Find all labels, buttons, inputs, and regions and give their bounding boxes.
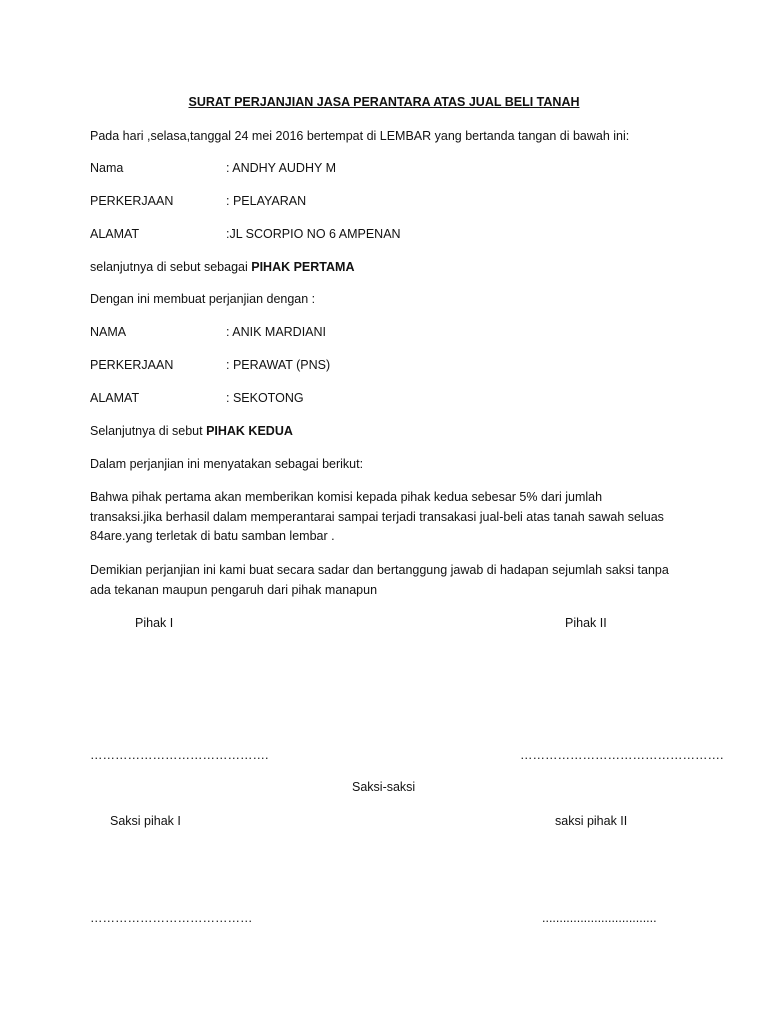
party2-designation-bold: PIHAK KEDUA	[206, 424, 293, 438]
statement-line: transaksi.jika berhasil dalam memperantarai sampai terjadi transakasi jual-beli atas tanah sawah seluas	[90, 509, 664, 524]
party1-name-value: : ANDHY AUDHY M	[226, 161, 336, 175]
statement-intro: Dalam perjanjian ini menyatakan sebagai berikut:	[90, 457, 364, 471]
intro-text: Pada hari ,selasa,tanggal 24 mei 2016 bertempat di LEMBAR yang bertanda tangan di bawah ini:	[90, 129, 630, 143]
statement-line: 84are.yang terletak di batu samban lembar .	[90, 529, 335, 543]
party2-name-value: : ANIK MARDIANI	[226, 325, 327, 339]
party1-address-label: ALAMAT	[90, 227, 140, 241]
party2-job-label: PERKERJAAN	[90, 358, 174, 372]
party2-signature-label: Pihak II	[565, 616, 607, 630]
witnesses-heading: Saksi-saksi	[352, 780, 416, 794]
closing-line: Demikian perjanjian ini kami buat secara sadar dan bertanggung jawab di hadapan sejumlah saksi tanpa	[90, 563, 669, 577]
witness1-signature-line: …………………………………	[90, 911, 253, 925]
statement-line: Bahwa pihak pertama akan memberikan komisi kepada pihak kedua sebesar 5% dari jumlah	[90, 490, 603, 504]
party1-address-value: :JL SCORPIO NO 6 AMPENAN	[226, 227, 401, 241]
party1-designation	[90, 260, 354, 274]
party1-designation-prefix: selanjutnya di sebut sebagai	[90, 260, 252, 274]
party2-address-label: ALAMAT	[90, 391, 140, 405]
party1-name-label: Nama	[90, 161, 124, 175]
closing-line: ada tekanan maupun pengaruh dari pihak manapun	[90, 582, 378, 597]
statement-paragraph	[90, 488, 690, 547]
party2-address-value: : SEKOTONG	[226, 391, 304, 405]
party1-signature-label: Pihak I	[135, 616, 174, 630]
party2-signature-line: ………………………………………….	[520, 748, 724, 762]
party2-designation	[90, 424, 293, 438]
agreement-with-text: Dengan ini membuat perjanjian dengan :	[90, 292, 316, 306]
party2-name-label: NAMA	[90, 325, 127, 339]
witness2-signature-line: .................................	[542, 911, 657, 925]
party1-signature-line: …………………………………….	[90, 748, 269, 762]
party1-designation-bold: PIHAK PERTAMA	[251, 260, 355, 274]
party2-job-value: : PERAWAT (PNS)	[226, 358, 331, 372]
document-title: SURAT PERJANJIAN JASA PERANTARA ATAS JUAL BELI TANAH	[188, 95, 580, 109]
party2-designation-prefix: Selanjutnya di sebut	[90, 424, 207, 438]
party1-job-label: PERKERJAAN	[90, 194, 174, 208]
closing-paragraph	[90, 561, 690, 600]
party1-job-value: : PELAYARAN	[226, 194, 307, 208]
witness2-label: saksi pihak II	[555, 814, 628, 828]
witness1-label: Saksi pihak I	[110, 814, 181, 828]
